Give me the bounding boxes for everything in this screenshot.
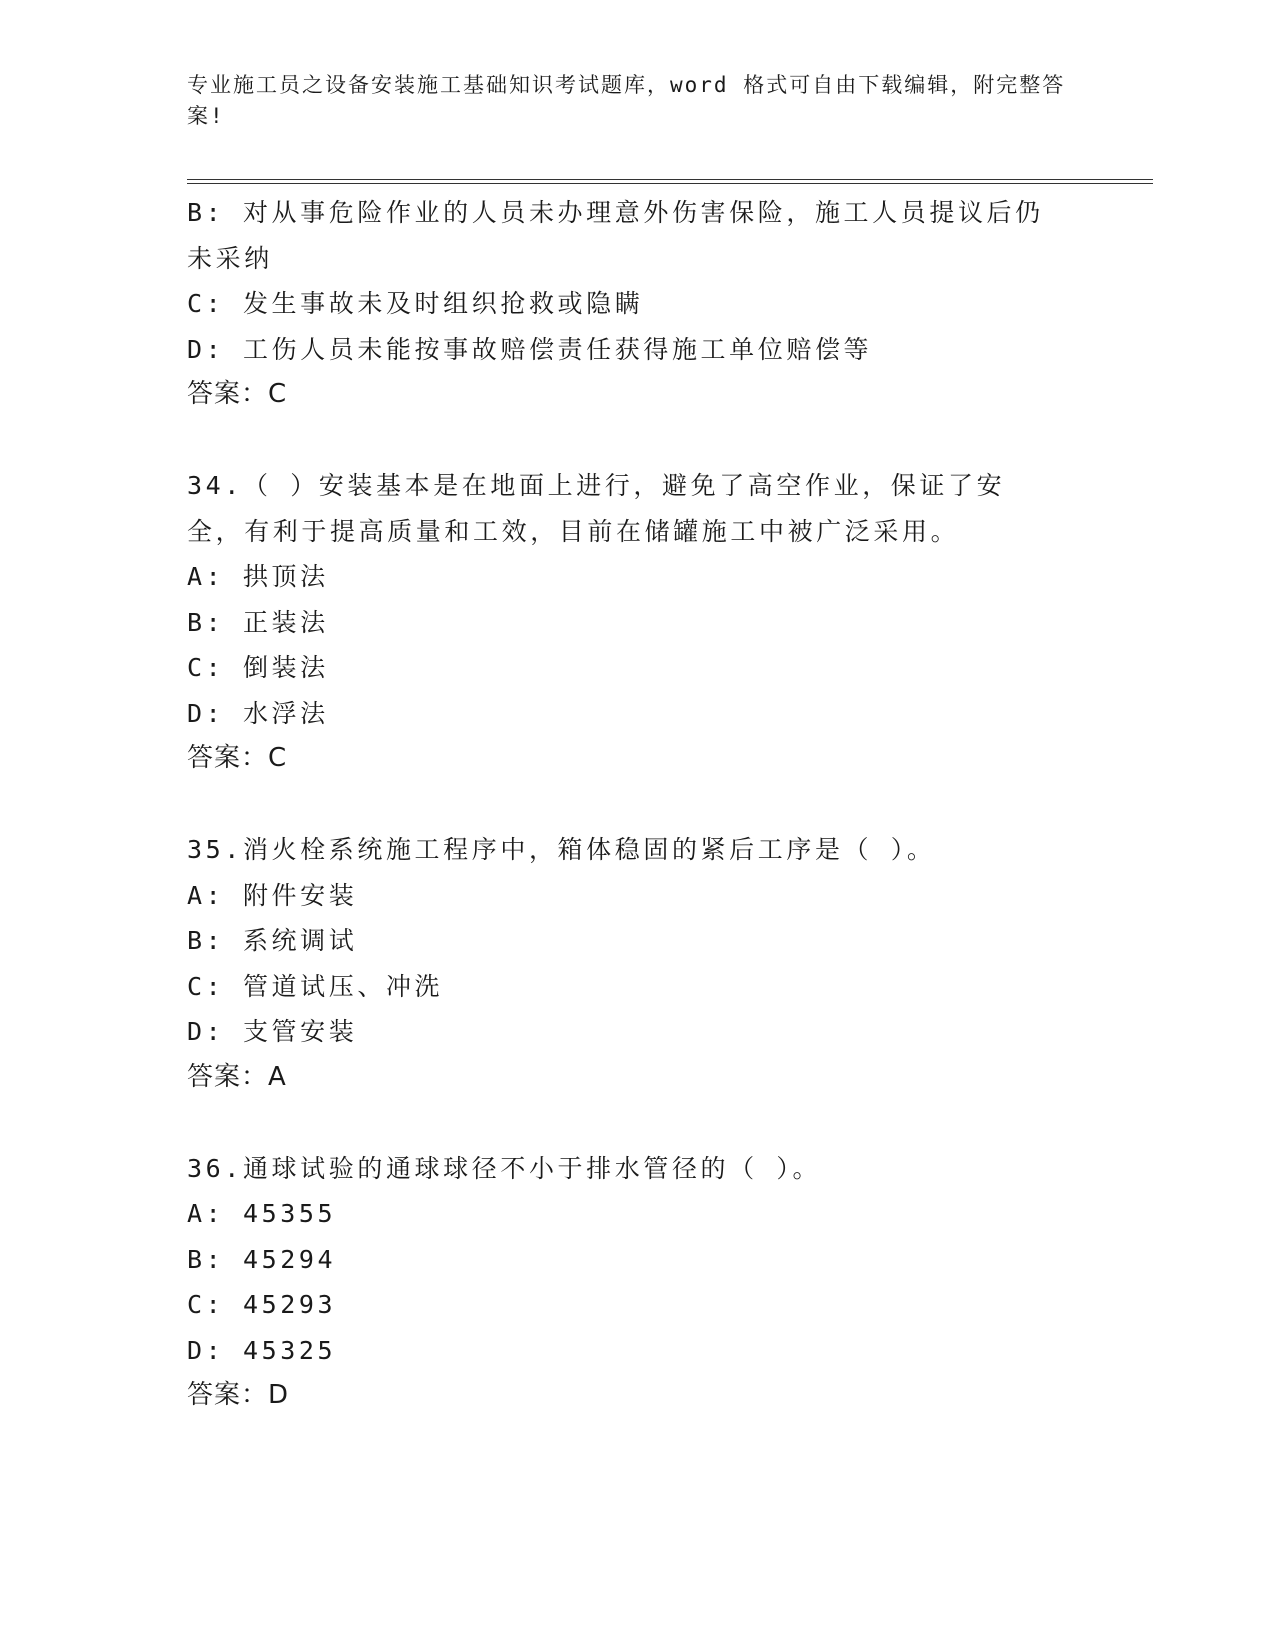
option-c: C: 倒装法: [187, 653, 329, 682]
answer: 答案：A: [187, 1061, 287, 1092]
option-d: D: 工伤人员未能按事故赔偿责任获得施工单位赔偿等: [187, 334, 873, 364]
answer: 答案：C: [187, 743, 288, 773]
option-d: D: 45325: [187, 1335, 337, 1365]
page-header: [187, 70, 1067, 132]
option-c: C: 发生事故未及时组织抢救或隐瞒: [187, 289, 644, 318]
question-stem: 36.通球试验的通球球径不小于排水管径的（ ）。: [187, 1153, 822, 1183]
option-d: D: 水浮法: [187, 698, 329, 728]
question-stem: 35.消火栓系统施工程序中，箱体稳固的紧后工序是（ ）。: [187, 835, 936, 864]
option-b: B: 正装法: [187, 607, 329, 637]
option-d: D: 支管安装: [187, 1017, 358, 1046]
option-b: B: 对从事危险作业的人员未办理意外伤害保险，施工人员提议后仍未采纳: [187, 198, 1044, 273]
document-body: [187, 190, 1087, 1419]
question-33-continued: [187, 190, 1087, 418]
option-c: C: 管道试压、冲洗: [187, 971, 444, 1001]
question-36: [187, 1146, 1087, 1419]
question-stem: 34.（ ）安装基本是在地面上进行，避免了高空作业，保证了安全，有利于提高质量和工效，目前在储罐施工中被广泛采用。: [187, 471, 1006, 546]
option-c: C: 45293: [187, 1290, 337, 1319]
answer: 答案：D: [187, 1380, 290, 1410]
option-a: A: 拱顶法: [187, 562, 329, 591]
answer: 答案：C: [187, 379, 288, 409]
option-b: B: 45294: [187, 1244, 337, 1274]
document-title: 专业施工员之设备安装施工基础知识考试题库，word 格式可自由下载编辑，附完整答案!: [187, 73, 1066, 128]
option-a: A: 附件安装: [187, 880, 358, 910]
header-divider: [187, 179, 1153, 184]
question-34: [187, 463, 1087, 782]
option-b: B: 系统调试: [187, 926, 358, 955]
option-a: A: 45355: [187, 1199, 337, 1228]
question-35: [187, 827, 1087, 1100]
